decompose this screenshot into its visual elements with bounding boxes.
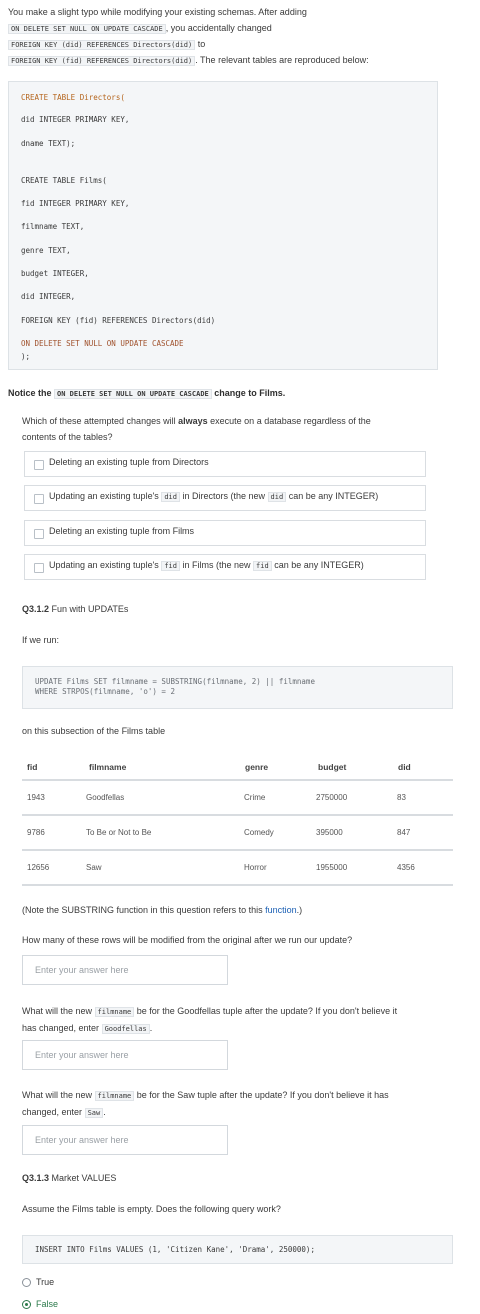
cell-did: 847 — [397, 828, 411, 837]
question-heading — [22, 604, 128, 614]
question-number: Q3.1.3 — [22, 1173, 50, 1183]
cell-budget: 395000 — [316, 828, 343, 837]
column-header-fid: fid — [27, 762, 38, 772]
column-header-filmname: filmname — [89, 762, 127, 772]
rows-modified-input[interactable] — [22, 955, 228, 985]
cell-fid: 1943 — [27, 793, 45, 802]
code-line: filmname TEXT, — [21, 222, 85, 231]
choice-text: Updating an existing tuple's — [49, 491, 159, 501]
inline-code: ON DELETE SET NULL ON UPDATE CASCADE — [54, 389, 212, 399]
inline-code: did — [268, 492, 287, 502]
checkbox[interactable] — [34, 494, 44, 504]
choice-text: can be any INTEGER) — [274, 560, 364, 570]
choice-update-directors-did[interactable] — [24, 485, 426, 511]
saw-answer-input[interactable] — [22, 1125, 228, 1155]
goodfellas-question — [22, 1003, 462, 1037]
choice-label: Deleting an existing tuple from Films — [49, 526, 195, 536]
inline-code: Saw — [85, 1108, 104, 1118]
question-text: What will the new — [22, 1090, 93, 1100]
radio-label: True — [36, 1277, 55, 1287]
code-line: fid INTEGER PRIMARY KEY, — [21, 199, 130, 208]
inline-code: Goodfellas — [102, 1024, 150, 1034]
table-divider — [22, 884, 453, 886]
cell-genre: Comedy — [244, 828, 274, 837]
code-line: INSERT INTO Films VALUES (1, 'Citizen Kane', 'Drama', 250000); — [35, 1245, 315, 1254]
assume-text: Assume the Films table is empty. Does the following query work? — [22, 1204, 281, 1214]
intro-line-2-tail: , you accidentally changed — [165, 23, 272, 33]
column-header-genre: genre — [245, 762, 269, 772]
cell-fid: 12656 — [27, 863, 50, 872]
intro-paragraph — [8, 4, 478, 68]
table-divider — [22, 814, 453, 816]
question-number: Q3.1.2 — [22, 604, 50, 614]
cell-filmname: Goodfellas — [86, 793, 125, 802]
cell-budget: 1955000 — [316, 863, 348, 872]
prompt-text: contents of the tables? — [22, 432, 113, 442]
checkbox[interactable] — [34, 460, 44, 470]
cell-did: 83 — [397, 793, 406, 802]
checkbox[interactable] — [34, 563, 44, 573]
inline-code: fid — [161, 561, 180, 571]
how-many-question: How many of these rows will be modified from the original after we run our update? — [22, 935, 353, 945]
inline-code: FOREIGN KEY (did) REFERENCES Directors(did) — [8, 40, 195, 50]
column-header-budget: budget — [318, 762, 347, 772]
code-line: genre TEXT, — [21, 246, 71, 255]
choice-text: in Directors (the new — [182, 491, 266, 501]
code-line: ON DELETE SET NULL ON UPDATE CASCADE — [21, 339, 184, 348]
choice-text: in Films (the new — [182, 560, 251, 570]
code-line: CREATE TABLE Directors( — [21, 93, 125, 102]
cell-genre: Horror — [244, 863, 267, 872]
if-we-run-text: If we run: — [22, 635, 60, 645]
question-text: be for the Goodfellas tuple after the update? If you don't believe it — [136, 1006, 398, 1016]
choice-delete-films[interactable] — [24, 520, 426, 546]
note-text: (Note the SUBSTRING function in this question refers to this — [22, 905, 263, 915]
code-line: WHERE STRPOS(filmname, 'o') = 2 — [35, 687, 175, 696]
cell-genre: Crime — [244, 793, 266, 802]
choice-text: Updating an existing tuple's — [49, 560, 159, 570]
intro-line-4-tail: . The relevant tables are reproduced below: — [195, 55, 369, 65]
schema-code-block — [8, 81, 438, 370]
code-line: dname TEXT); — [21, 139, 76, 148]
inline-code: ON DELETE SET NULL ON UPDATE CASCADE — [8, 24, 166, 34]
question-text: be for the Saw tuple after the update? If you don't believe it has — [136, 1090, 389, 1100]
question-text: What will the new — [22, 1006, 93, 1016]
radio-button-selected[interactable] — [22, 1300, 31, 1309]
table-divider — [22, 779, 453, 781]
question-text: changed, enter — [22, 1107, 83, 1117]
question-heading — [22, 1173, 116, 1183]
checkbox[interactable] — [34, 529, 44, 539]
inline-code: filmname — [95, 1091, 135, 1101]
prompt-emphasis: always — [178, 416, 208, 426]
question-text: . — [103, 1107, 106, 1117]
code-line: ); — [21, 352, 31, 361]
column-header-did: did — [398, 762, 411, 772]
question-text: has changed, enter — [22, 1023, 100, 1033]
note-text: .) — [296, 905, 303, 915]
choice-label — [49, 491, 378, 501]
notice-prefix: Notice the — [8, 388, 52, 398]
choice-update-films-fid[interactable] — [24, 554, 426, 580]
inline-code: fid — [253, 561, 272, 571]
inline-code: filmname — [95, 1007, 135, 1017]
substring-note — [22, 905, 302, 915]
code-line: UPDATE Films SET filmname = SUBSTRING(filmname, 2) || filmname — [35, 677, 315, 686]
cell-did: 4356 — [397, 863, 415, 872]
cell-filmname: Saw — [86, 863, 102, 872]
cell-budget: 2750000 — [316, 793, 348, 802]
choice-text: can be any INTEGER) — [288, 491, 379, 501]
prompt-text: execute on a database regardless of the — [210, 416, 371, 426]
saw-question — [22, 1087, 462, 1121]
update-code-block — [22, 666, 453, 709]
cell-filmname: To Be or Not to Be — [86, 828, 152, 837]
inline-code: FOREIGN KEY (fid) REFERENCES Directors(did) — [8, 56, 195, 66]
cell-fid: 9786 — [27, 828, 45, 837]
question-title: Fun with UPDATEs — [51, 604, 129, 614]
table-divider — [22, 849, 453, 851]
radio-button[interactable] — [22, 1278, 31, 1287]
code-line: did INTEGER, — [21, 292, 76, 301]
code-line: did INTEGER PRIMARY KEY, — [21, 115, 130, 124]
question-text: . — [149, 1023, 153, 1033]
function-link[interactable]: function — [265, 905, 297, 915]
choice-delete-directors[interactable] — [24, 451, 426, 477]
intro-to-word: to — [197, 39, 206, 49]
code-line: budget INTEGER, — [21, 269, 89, 278]
prompt-text: Which of these attempted changes will — [22, 416, 176, 426]
subsection-text: on this subsection of the Films table — [22, 726, 166, 736]
notice-suffix: change to Films. — [214, 388, 286, 398]
choice-label: Deleting an existing tuple from Directors — [49, 457, 209, 467]
code-line: FOREIGN KEY (fid) REFERENCES Directors(did) — [21, 316, 216, 325]
inline-code: did — [161, 492, 180, 502]
radio-label: False — [36, 1299, 59, 1309]
intro-line-1: You make a slight typo while modifying your existing schemas. After adding — [8, 7, 307, 17]
goodfellas-answer-input[interactable] — [22, 1040, 228, 1070]
insert-code-block — [22, 1235, 453, 1264]
code-line: CREATE TABLE Films( — [21, 176, 107, 185]
notice-line — [8, 388, 285, 398]
choice-label — [49, 560, 364, 570]
question-prompt — [22, 413, 462, 445]
question-title: Market VALUES — [51, 1173, 117, 1183]
